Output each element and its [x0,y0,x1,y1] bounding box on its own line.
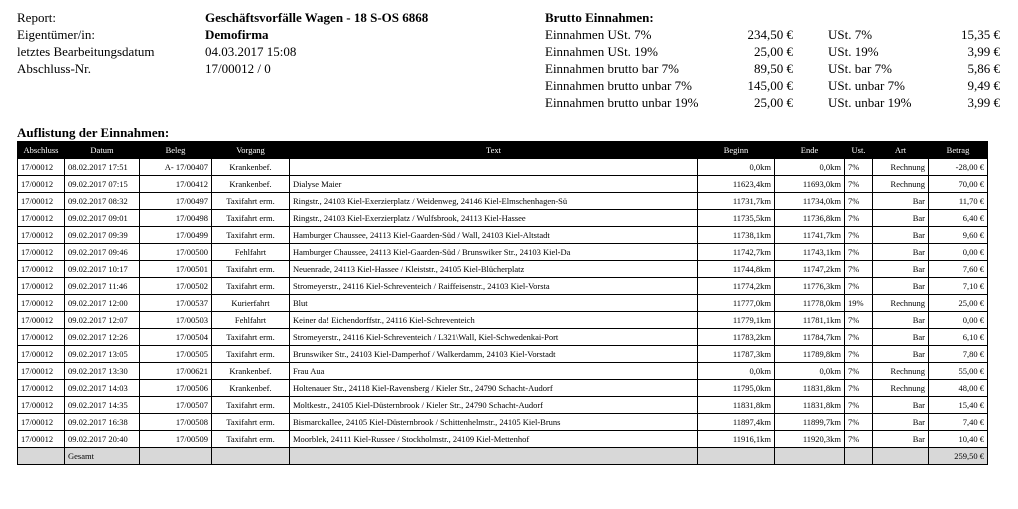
table-cell: 17/00504 [140,329,212,346]
column-header: Betrag [929,142,988,159]
table-cell: 10,40 € [929,431,988,448]
brutto-tax-value: 3,99 € [967,44,1000,59]
table-cell: 09.02.2017 12:07 [65,312,140,329]
table-cell: 7% [845,227,873,244]
table-cell: 11747,2km [775,261,845,278]
table-cell: 6,10 € [929,329,988,346]
table-cell: Bar [873,278,929,295]
table-row [18,193,988,210]
table-cell: 7% [845,380,873,397]
table-cell: Blut [290,295,698,312]
table-cell: 11920,3km [775,431,845,448]
brutto-tax-value: 5,86 € [967,61,1000,76]
table-cell: 7% [845,261,873,278]
table-cell: 0,00 € [929,244,988,261]
table-cell: 11779,1km [698,312,775,329]
report-title: Geschäftsvorfälle Wagen - 18 S-OS 6868 [205,10,429,25]
table-row [18,346,988,363]
table-cell: 17/00507 [140,397,212,414]
column-header: Vorgang [212,142,290,159]
table-cell: 11789,8km [775,346,845,363]
table-cell: Rechnung [873,295,929,312]
table-cell: 7% [845,176,873,193]
label-owner: Eigentümer/in: [17,27,95,42]
table-cell: 7% [845,193,873,210]
table-cell: 11734,0km [775,193,845,210]
column-header: Ust. [845,142,873,159]
table-cell: Bar [873,346,929,363]
table-cell: Bar [873,227,929,244]
brutto-tax-label: USt. 7% [828,27,873,42]
table-row [18,210,988,227]
table-header-row [18,142,988,159]
table-cell: Fehlfahrt [212,312,290,329]
brutto-row-label: Einnahmen brutto bar 7% [545,61,679,76]
table-cell [775,448,845,465]
table-cell: 7,80 € [929,346,988,363]
table-cell: Bar [873,244,929,261]
table-row [18,380,988,397]
label-last-edited: letztes Bearbeitungsdatum [17,44,155,59]
table-cell: Keiner da! Eichendorffstr., 24116 Kiel-Schreventeich [290,312,698,329]
brutto-row-label: Einnahmen USt. 19% [545,44,659,59]
table-cell: 7% [845,312,873,329]
label-report: Report: [17,10,56,25]
table-cell: Ringstr., 24103 Kiel-Exerzierplatz / Wulfsbrook, 24113 Kiel-Hassee [290,210,698,227]
table-cell: 09.02.2017 13:30 [65,363,140,380]
brutto-tax-label: USt. unbar 19% [828,95,912,110]
table-cell: 7% [845,244,873,261]
table-cell: Taxifahrt erm. [212,431,290,448]
table-cell: Krankenbef. [212,380,290,397]
brutto-row-value: 25,00 € [754,44,793,59]
table-cell: 11774,2km [698,278,775,295]
brutto-row-label: Einnahmen USt. 7% [545,27,652,42]
table-cell: 11735,5km [698,210,775,227]
table-cell: Taxifahrt erm. [212,193,290,210]
table-cell: 7,60 € [929,261,988,278]
table-row [18,363,988,380]
table-cell: 11899,7km [775,414,845,431]
label-closing-no: Abschluss-Nr. [17,61,92,76]
brutto-tax-label: USt. unbar 7% [828,78,905,93]
table-cell: 11744,8km [698,261,775,278]
table-cell: 11743,1km [775,244,845,261]
table-cell: 17/00012 [18,397,65,414]
table-cell: Stromeyerstr., 24116 Kiel-Schreventeich / L321\Wall, Kiel-Schwedenkai-Port [290,329,698,346]
table-cell: Bar [873,261,929,278]
column-header: Art [873,142,929,159]
brutto-row-label: Einnahmen brutto unbar 19% [545,95,699,110]
table-cell: 17/00012 [18,380,65,397]
table-cell [845,448,873,465]
table-cell: 17/00621 [140,363,212,380]
table-cell: Moltkestr., 24105 Kiel-Düsternbrook / Kieler Str., 24790 Schacht-Audorf [290,397,698,414]
income-table [17,141,988,465]
table-cell: Hamburger Chaussee, 24113 Kiel-Gaarden-Süd / Wall, 24103 Kiel-Altstadt [290,227,698,244]
column-header: Text [290,142,698,159]
table-cell: 17/00012 [18,312,65,329]
table-cell: 11736,8km [775,210,845,227]
table-cell: 17/00012 [18,210,65,227]
table-cell: 17/00012 [18,346,65,363]
table-cell: 17/00505 [140,346,212,363]
table-cell: 17/00497 [140,193,212,210]
table-cell: Ringstr., 24103 Kiel-Exerzierplatz / Weidenweg, 24146 Kiel-Elmschenhagen-Sü [290,193,698,210]
table-cell: -28,00 € [929,159,988,176]
table-cell [290,159,698,176]
table-cell: 17/00412 [140,176,212,193]
table-cell: 15,40 € [929,397,988,414]
table-cell: Moorblek, 24111 Kiel-Russee / Stockholmstr., 24109 Kiel-Mettenhof [290,431,698,448]
table-cell: 70,00 € [929,176,988,193]
section-title: Auflistung der Einnahmen: [17,125,170,140]
table-cell: Dialyse Maier [290,176,698,193]
table-cell: Frau Aua [290,363,698,380]
table-row [18,295,988,312]
column-header: Datum [65,142,140,159]
table-cell: 17/00501 [140,261,212,278]
column-header: Beginn [698,142,775,159]
column-header: Ende [775,142,845,159]
table-cell: 17/00012 [18,159,65,176]
table-cell: Bar [873,312,929,329]
table-cell: Krankenbef. [212,363,290,380]
table-cell: Bismarckallee, 24105 Kiel-Düsternbrook / Schittenhelmstr., 24105 Kiel-Bruns [290,414,698,431]
table-cell: Holtenauer Str., 24118 Kiel-Ravensberg / Kieler Str., 24790 Schacht-Audorf [290,380,698,397]
table-cell: 11777,0km [698,295,775,312]
table-cell: Bar [873,414,929,431]
table-cell: 0,0km [775,363,845,380]
table-row [18,431,988,448]
table-cell: 11742,7km [698,244,775,261]
table-cell: 11,70 € [929,193,988,210]
table-cell: 09.02.2017 20:40 [65,431,140,448]
brutto-tax-label: USt. 19% [828,44,879,59]
table-cell: 17/00012 [18,261,65,278]
table-cell: 11776,3km [775,278,845,295]
total-value: 259,50 € [929,448,988,465]
table-cell: 17/00012 [18,295,65,312]
table-cell: 11623,4km [698,176,775,193]
table-cell: Taxifahrt erm. [212,329,290,346]
table-cell: Rechnung [873,380,929,397]
brutto-row-value: 89,50 € [754,61,793,76]
table-cell: 17/00012 [18,176,65,193]
brutto-tax-label: USt. bar 7% [828,61,892,76]
table-cell: 09.02.2017 14:03 [65,380,140,397]
table-cell: 7,40 € [929,414,988,431]
table-cell: 09.02.2017 10:17 [65,261,140,278]
table-cell: Taxifahrt erm. [212,210,290,227]
table-cell: 11916,1km [698,431,775,448]
table-cell: 17/00537 [140,295,212,312]
report-labels [17,9,155,77]
brutto-summary [545,9,1000,26]
table-cell: 7% [845,346,873,363]
table-cell: 08.02.2017 17:51 [65,159,140,176]
table-cell: Bar [873,329,929,346]
table-cell: 09.02.2017 16:38 [65,414,140,431]
table-cell: 0,0km [698,363,775,380]
table-cell: 09.02.2017 09:39 [65,227,140,244]
table-cell: 11693,0km [775,176,845,193]
table-cell: 11781,1km [775,312,845,329]
table-row [18,414,988,431]
table-cell [290,448,698,465]
closing-no-value: 17/00012 / 0 [205,61,271,76]
column-header: Abschluss [18,142,65,159]
table-cell: 09.02.2017 09:01 [65,210,140,227]
brutto-tax-value: 3,99 € [967,95,1000,110]
table-cell: Bar [873,397,929,414]
table-cell: 17/00509 [140,431,212,448]
table-cell: 17/00012 [18,329,65,346]
table-cell: 55,00 € [929,363,988,380]
table-cell: Taxifahrt erm. [212,227,290,244]
table-cell: Rechnung [873,176,929,193]
table-cell [698,448,775,465]
table-cell: 6,40 € [929,210,988,227]
table-cell: 7% [845,363,873,380]
table-cell: 7% [845,431,873,448]
table-cell: 7% [845,159,873,176]
table-cell: 11831,8km [698,397,775,414]
table-cell: 0,0km [698,159,775,176]
table-cell: 7% [845,278,873,295]
table-cell: 25,00 € [929,295,988,312]
table-cell: Hamburger Chaussee, 24113 Kiel-Gaarden-Süd / Brunswiker Str., 24103 Kiel-Da [290,244,698,261]
brutto-row-value: 234,50 € [747,27,793,42]
table-cell: Krankenbef. [212,176,290,193]
table-cell: 7% [845,329,873,346]
table-cell: Rechnung [873,363,929,380]
table-row [18,227,988,244]
table-row [18,159,988,176]
table-row [18,261,988,278]
table-cell: 09.02.2017 11:46 [65,278,140,295]
table-cell: 09.02.2017 08:32 [65,193,140,210]
report-values [205,9,428,77]
table-row [18,329,988,346]
brutto-row-value: 25,00 € [754,95,793,110]
table-cell: Taxifahrt erm. [212,278,290,295]
table-cell: Fehlfahrt [212,244,290,261]
table-cell: Taxifahrt erm. [212,397,290,414]
table-cell: 11778,0km [775,295,845,312]
table-cell: Stromeyerstr., 24116 Kiel-Schreventeich / Raiffeisenstr., 24103 Kiel-Vorsta [290,278,698,295]
table-cell: Taxifahrt erm. [212,346,290,363]
table-cell: Taxifahrt erm. [212,414,290,431]
brutto-row-value: 145,00 € [747,78,793,93]
table-cell: 7% [845,397,873,414]
table-cell: 17/00508 [140,414,212,431]
table-row [18,176,988,193]
table-cell [873,448,929,465]
table-row [18,278,988,295]
table-cell: A- 17/00407 [140,159,212,176]
table-cell: Brunswiker Str., 24103 Kiel-Damperhof / Walkerdamm, 24103 Kiel-Vorstadt [290,346,698,363]
table-cell: 09.02.2017 14:35 [65,397,140,414]
total-label: Gesamt [65,448,140,465]
table-row [18,244,988,261]
table-row [18,312,988,329]
table-cell: Bar [873,193,929,210]
table-cell [212,448,290,465]
table-cell: 11897,4km [698,414,775,431]
table-cell: 48,00 € [929,380,988,397]
brutto-title: Brutto Einnahmen: [545,10,654,25]
table-cell: 11741,7km [775,227,845,244]
table-cell: Kurierfahrt [212,295,290,312]
table-cell: 17/00012 [18,244,65,261]
table-cell: 11787,3km [698,346,775,363]
table-cell: 17/00503 [140,312,212,329]
table-cell: 19% [845,295,873,312]
table-cell: 09.02.2017 12:00 [65,295,140,312]
table-cell: Taxifahrt erm. [212,261,290,278]
table-cell: 11731,7km [698,193,775,210]
table-cell: 7% [845,414,873,431]
table-cell: 9,60 € [929,227,988,244]
table-cell: Rechnung [873,159,929,176]
table-cell: 11831,8km [775,397,845,414]
table-cell [140,448,212,465]
table-cell: 17/00500 [140,244,212,261]
table-cell: 17/00499 [140,227,212,244]
brutto-tax-value: 9,49 € [967,78,1000,93]
table-cell: Krankenbef. [212,159,290,176]
table-cell: 7,10 € [929,278,988,295]
table-cell: 09.02.2017 13:05 [65,346,140,363]
total-row [18,448,988,465]
table-cell: 17/00506 [140,380,212,397]
table-row [18,397,988,414]
table-cell: Neuenrade, 24113 Kiel-Hassee / Kleiststr., 24105 Kiel-Blücherplatz [290,261,698,278]
table-cell: Bar [873,210,929,227]
column-header: Beleg [140,142,212,159]
table-cell: 17/00012 [18,363,65,380]
table-cell: 09.02.2017 12:26 [65,329,140,346]
table-cell: 0,0km [775,159,845,176]
table-cell: 17/00498 [140,210,212,227]
owner-value: Demofirma [205,27,269,42]
table-cell: 7% [845,210,873,227]
table-cell: 09.02.2017 09:46 [65,244,140,261]
brutto-tax-value: 15,35 € [961,27,1000,42]
table-cell: 11831,8km [775,380,845,397]
last-edited-value: 04.03.2017 15:08 [205,44,297,59]
table-cell: 11784,7km [775,329,845,346]
table-cell: 17/00012 [18,278,65,295]
table-cell: 09.02.2017 07:15 [65,176,140,193]
table-cell: Bar [873,431,929,448]
table-cell: 11795,0km [698,380,775,397]
table-cell: 11738,1km [698,227,775,244]
table-cell: 17/00012 [18,431,65,448]
table-cell: 17/00012 [18,414,65,431]
brutto-row-label: Einnahmen brutto unbar 7% [545,78,692,93]
table-cell: 17/00012 [18,227,65,244]
table-cell: 11783,2km [698,329,775,346]
table-cell [18,448,65,465]
table-cell: 17/00502 [140,278,212,295]
table-cell: 17/00012 [18,193,65,210]
table-cell: 0,00 € [929,312,988,329]
